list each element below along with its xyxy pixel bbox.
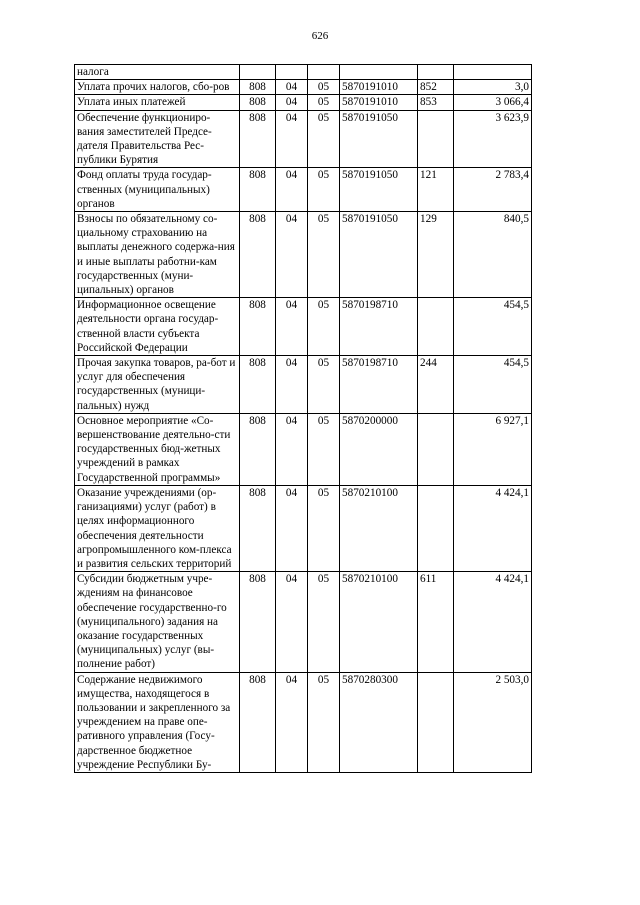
ministry-code-cell: 808 — [240, 298, 276, 356]
subsection-code-cell — [308, 65, 340, 80]
amount-cell: 2 783,4 — [454, 168, 532, 212]
expense-type-code-cell: 611 — [418, 572, 454, 672]
target-item-code-cell: 5870191010 — [340, 80, 418, 95]
amount-cell — [454, 65, 532, 80]
amount-cell: 840,5 — [454, 212, 532, 298]
subsection-code-cell: 05 — [308, 212, 340, 298]
subsection-code-cell: 05 — [308, 356, 340, 414]
subsection-code-cell: 05 — [308, 485, 340, 571]
table-row — [75, 298, 532, 356]
section-code-cell: 04 — [276, 95, 308, 110]
row-name-cell: Оказание учреждениями (ор-ганизациями) услуг (работ) в целях информационного обеспечения деятельности агропромышленного ком-плекса и развития сельских территорий — [75, 485, 240, 571]
table-row — [75, 168, 532, 212]
section-code-cell: 04 — [276, 80, 308, 95]
subsection-code-cell: 05 — [308, 110, 340, 168]
amount-cell: 3 623,9 — [454, 110, 532, 168]
table-row — [75, 672, 532, 772]
row-name-cell: Взносы по обязательному со-циальному страхованию на выплаты денежного содержа-ния и иные выплаты работни-кам государственных (муни-ципальных) органов — [75, 212, 240, 298]
subsection-code-cell: 05 — [308, 168, 340, 212]
expense-type-code-cell — [418, 672, 454, 772]
amount-cell: 3,0 — [454, 80, 532, 95]
target-item-code-cell: 5870198710 — [340, 356, 418, 414]
target-item-code-cell: 5870191050 — [340, 168, 418, 212]
expense-type-code-cell: 121 — [418, 168, 454, 212]
row-name-cell: налога — [75, 65, 240, 80]
amount-cell: 2 503,0 — [454, 672, 532, 772]
row-name-cell: Прочая закупка товаров, ра-бот и услуг для обеспечения государственных (муници-пальных) нужд — [75, 356, 240, 414]
row-name-cell: Уплата иных платежей — [75, 95, 240, 110]
table-body — [75, 65, 532, 773]
expense-type-code-cell — [418, 110, 454, 168]
expense-type-code-cell: 852 — [418, 80, 454, 95]
target-item-code-cell — [340, 65, 418, 80]
target-item-code-cell: 5870191050 — [340, 110, 418, 168]
amount-cell: 3 066,4 — [454, 95, 532, 110]
expense-type-code-cell: 853 — [418, 95, 454, 110]
ministry-code-cell: 808 — [240, 413, 276, 485]
section-code-cell — [276, 65, 308, 80]
ministry-code-cell: 808 — [240, 672, 276, 772]
amount-cell: 454,5 — [454, 298, 532, 356]
subsection-code-cell: 05 — [308, 95, 340, 110]
subsection-code-cell: 05 — [308, 298, 340, 356]
table-row — [75, 212, 532, 298]
row-name-cell: Основное мероприятие «Со-вершенствование деятельно-сти государственных бюд-жетных учреждений в рамках Государственной программы» — [75, 413, 240, 485]
amount-cell: 454,5 — [454, 356, 532, 414]
table-row — [75, 110, 532, 168]
table-row — [75, 65, 532, 80]
table-row — [75, 356, 532, 414]
target-item-code-cell: 5870210100 — [340, 485, 418, 571]
ministry-code-cell: 808 — [240, 95, 276, 110]
section-code-cell: 04 — [276, 298, 308, 356]
target-item-code-cell: 5870210100 — [340, 572, 418, 672]
row-name-cell: Субсидии бюджетным учре-ждениям на финансовое обеспечение государственно-го (муниципального) задания на оказание государственных (муниципальных) услуг (вы-полнение работ) — [75, 572, 240, 672]
row-name-cell: Уплата прочих налогов, сбо-ров — [75, 80, 240, 95]
table-row — [75, 95, 532, 110]
table-row — [75, 413, 532, 485]
expense-type-code-cell — [418, 485, 454, 571]
expense-type-code-cell — [418, 413, 454, 485]
section-code-cell: 04 — [276, 572, 308, 672]
expense-type-code-cell — [418, 65, 454, 80]
section-code-cell: 04 — [276, 485, 308, 571]
amount-cell: 6 927,1 — [454, 413, 532, 485]
ministry-code-cell: 808 — [240, 212, 276, 298]
ministry-code-cell: 808 — [240, 168, 276, 212]
row-name-cell: Фонд оплаты труда государ-ственных (муниципальных) органов — [75, 168, 240, 212]
section-code-cell: 04 — [276, 356, 308, 414]
target-item-code-cell: 5870191010 — [340, 95, 418, 110]
ministry-code-cell: 808 — [240, 110, 276, 168]
ministry-code-cell — [240, 65, 276, 80]
expense-type-code-cell: 244 — [418, 356, 454, 414]
subsection-code-cell: 05 — [308, 80, 340, 95]
page-number: 626 — [311, 30, 329, 42]
subsection-code-cell: 05 — [308, 572, 340, 672]
row-name-cell: Информационное освещение деятельности органа государ-ственной власти субъекта Российской Федерации — [75, 298, 240, 356]
expense-type-code-cell — [418, 298, 454, 356]
ministry-code-cell: 808 — [240, 80, 276, 95]
target-item-code-cell: 5870191050 — [340, 212, 418, 298]
target-item-code-cell: 5870280300 — [340, 672, 418, 772]
budget-table — [74, 64, 532, 773]
amount-cell: 4 424,1 — [454, 485, 532, 571]
table-row — [75, 485, 532, 571]
row-name-cell: Содержание недвижимого имущества, находящегося в пользовании и закрепленного за учреждением на праве опе-ративного управления (Госу-дарственное бюджетное учреждение Республики Бу- — [75, 672, 240, 772]
ministry-code-cell: 808 — [240, 572, 276, 672]
subsection-code-cell: 05 — [308, 413, 340, 485]
table-row — [75, 572, 532, 672]
section-code-cell: 04 — [276, 413, 308, 485]
expense-type-code-cell: 129 — [418, 212, 454, 298]
section-code-cell: 04 — [276, 212, 308, 298]
ministry-code-cell: 808 — [240, 485, 276, 571]
section-code-cell: 04 — [276, 110, 308, 168]
subsection-code-cell: 05 — [308, 672, 340, 772]
ministry-code-cell: 808 — [240, 356, 276, 414]
section-code-cell: 04 — [276, 672, 308, 772]
section-code-cell: 04 — [276, 168, 308, 212]
target-item-code-cell: 5870198710 — [340, 298, 418, 356]
amount-cell: 4 424,1 — [454, 572, 532, 672]
row-name-cell: Обеспечение функциониро-вания заместителей Предсе-дателя Правительства Рес-публики Бурятия — [75, 110, 240, 168]
target-item-code-cell: 5870200000 — [340, 413, 418, 485]
table-row — [75, 80, 532, 95]
